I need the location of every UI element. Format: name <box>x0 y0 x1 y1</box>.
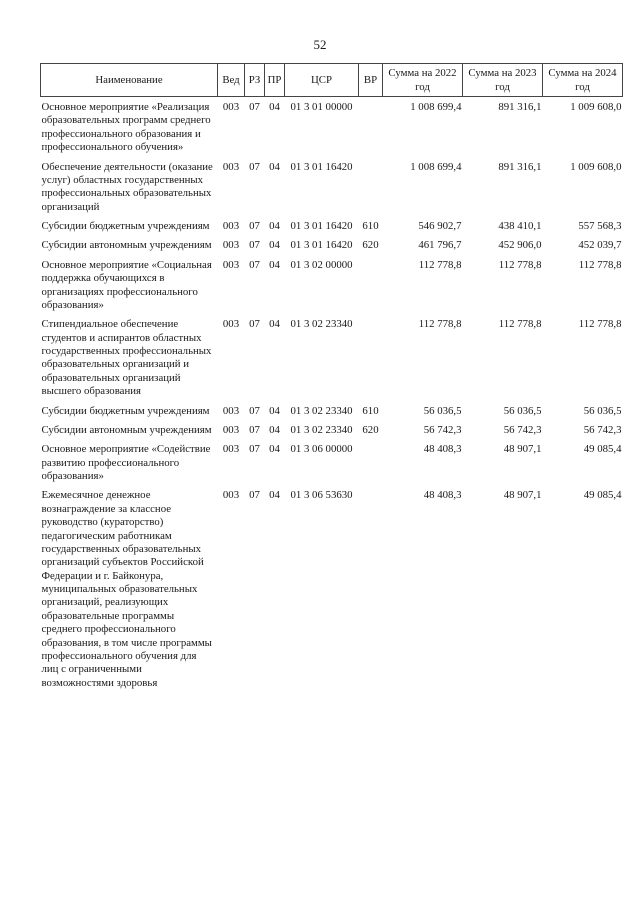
cell-csr: 01 3 02 00000 <box>290 258 353 271</box>
cell-rz: 07 <box>249 423 260 436</box>
cell-sum-2023: 56 742,3 <box>503 423 542 436</box>
cell-csr: 01 3 01 16420 <box>290 160 353 173</box>
cell-csr: 01 3 06 53630 <box>290 489 353 502</box>
cell-ved: 003 <box>222 443 240 456</box>
cell-sum-2022: 112 778,8 <box>418 258 462 271</box>
cell-pr: 04 <box>269 220 280 232</box>
cell-sum-2022: 112 778,8 <box>418 318 462 331</box>
cell-name: Основное мероприятие «Содействие развитию профессионального образования» <box>41 443 211 482</box>
cell-csr: 01 3 06 00000 <box>290 443 353 456</box>
cell-sum-2022: 48 408,3 <box>423 489 462 502</box>
cell-pr: 04 <box>269 404 280 417</box>
cell-sum-2024: 112 778,8 <box>578 318 622 331</box>
cell-name: Основное мероприятие «Реализация образовательных программ среднего профессионального образования и профессионального обучения» <box>41 101 211 154</box>
cell-sum-2023: 891 316,1 <box>498 160 542 173</box>
cell-csr: 01 3 01 00000 <box>290 101 353 113</box>
cell-vr: 620 <box>362 423 379 436</box>
cell-name: Субсидии бюджетным учреждениям <box>41 404 210 417</box>
header-sum-2024: Сумма на 2024 год <box>543 64 623 97</box>
table-row <box>41 403 623 422</box>
cell-sum-2024: 49 085,4 <box>583 443 622 456</box>
table-header <box>41 64 623 97</box>
table-row <box>41 159 623 219</box>
header-sum-2023: Сумма на 2023 год <box>463 64 543 97</box>
cell-pr: 04 <box>269 258 280 271</box>
cell-pr: 04 <box>269 101 280 113</box>
cell-name: Субсидии автономным учреждениям <box>41 423 212 436</box>
cell-rz: 07 <box>249 101 260 113</box>
cell-name: Субсидии бюджетным учреждениям <box>41 220 210 232</box>
cell-vr: 610 <box>362 220 379 232</box>
cell-pr: 04 <box>269 443 280 456</box>
cell-sum-2023: 452 906,0 <box>498 239 542 252</box>
cell-sum-2023: 438 410,1 <box>498 220 542 232</box>
cell-ved: 003 <box>222 423 240 436</box>
cell-sum-2024: 49 085,4 <box>583 489 622 502</box>
cell-pr: 04 <box>269 423 280 436</box>
cell-rz: 07 <box>249 318 260 331</box>
cell-pr: 04 <box>269 239 280 252</box>
cell-sum-2024: 557 568,3 <box>578 220 622 232</box>
header-sum-2022: Сумма на 2022 год <box>383 64 463 97</box>
cell-sum-2023: 891 316,1 <box>498 101 542 113</box>
table-row <box>41 487 623 694</box>
cell-sum-2024: 112 778,8 <box>578 258 622 271</box>
cell-sum-2022: 546 902,7 <box>418 220 462 232</box>
cell-sum-2022: 1 008 699,4 <box>410 160 462 173</box>
cell-vr: 610 <box>362 404 379 417</box>
cell-vr: 620 <box>362 239 379 252</box>
table-row <box>41 218 623 237</box>
cell-csr: 01 3 02 23340 <box>290 404 353 417</box>
table-row <box>41 316 623 402</box>
cell-pr: 04 <box>269 489 280 502</box>
cell-sum-2023: 48 907,1 <box>503 443 542 456</box>
table-row <box>41 441 623 487</box>
cell-ved: 003 <box>222 318 240 331</box>
cell-rz: 07 <box>249 258 260 271</box>
cell-sum-2023: 112 778,8 <box>498 258 542 271</box>
cell-vr <box>359 316 383 402</box>
cell-name: Субсидии автономным учреждениям <box>41 239 212 252</box>
table-row <box>41 97 623 159</box>
table-row <box>41 237 623 256</box>
cell-vr <box>359 441 383 487</box>
cell-name: Основное мероприятие «Социальная поддержка обучающихся в организациях профессионального образования» <box>41 258 212 311</box>
cell-rz: 07 <box>249 404 260 417</box>
cell-rz: 07 <box>249 239 260 252</box>
cell-sum-2022: 1 008 699,4 <box>410 101 462 113</box>
cell-pr: 04 <box>269 160 280 173</box>
table-body <box>41 97 623 695</box>
header-vr: ВР <box>359 64 383 97</box>
cell-sum-2023: 112 778,8 <box>498 318 542 331</box>
cell-vr <box>359 257 383 317</box>
header-csr: ЦСР <box>285 64 359 97</box>
cell-vr <box>359 97 383 159</box>
table-row <box>41 257 623 317</box>
cell-ved: 003 <box>222 220 240 232</box>
cell-sum-2022: 56 036,5 <box>423 404 462 417</box>
cell-ved: 003 <box>222 404 240 417</box>
cell-sum-2024: 56 742,3 <box>583 423 622 436</box>
cell-rz: 07 <box>249 443 260 456</box>
cell-csr: 01 3 01 16420 <box>290 239 353 252</box>
cell-csr: 01 3 02 23340 <box>290 423 353 436</box>
cell-ved: 003 <box>222 101 240 113</box>
cell-ved: 003 <box>222 160 240 173</box>
cell-pr: 04 <box>269 318 280 331</box>
cell-rz: 07 <box>249 220 260 232</box>
cell-name: Обеспечение деятельности (оказание услуг) областных государственных профессиональных образовательных организаций <box>41 160 213 213</box>
cell-name: Ежемесячное денежное вознаграждение за классное руководство (кураторство) педагогическим работникам государственных образовательных организаций субъектов Российской Федерации и г. Байконура, муниципальных образовательных организаций, реализующих образовательные программы среднего профессионального образования, в том числе программы профессионального обучения для лиц с ограниченными возможностями здоровья <box>41 489 212 689</box>
cell-sum-2024: 56 036,5 <box>583 404 622 417</box>
header-pr: ПР <box>265 64 285 97</box>
header-ved: Вед <box>218 64 245 97</box>
cell-sum-2022: 48 408,3 <box>423 443 462 456</box>
cell-csr: 01 3 01 16420 <box>290 220 353 232</box>
header-name: Наименование <box>41 64 218 97</box>
cell-sum-2024: 1 009 608,0 <box>570 101 622 113</box>
cell-sum-2022: 461 796,7 <box>418 239 462 252</box>
cell-sum-2024: 452 039,7 <box>578 239 622 252</box>
cell-sum-2023: 56 036,5 <box>503 404 542 417</box>
cell-csr: 01 3 02 23340 <box>290 318 353 331</box>
budget-table <box>40 63 623 694</box>
cell-sum-2022: 56 742,3 <box>423 423 462 436</box>
table-row <box>41 422 623 441</box>
cell-sum-2024: 1 009 608,0 <box>570 160 622 173</box>
cell-ved: 003 <box>222 258 240 271</box>
header-rz: РЗ <box>245 64 265 97</box>
cell-ved: 003 <box>222 239 240 252</box>
cell-ved: 003 <box>222 489 240 502</box>
cell-rz: 07 <box>249 160 260 173</box>
cell-name: Стипендиальное обеспечение студентов и аспирантов областных государственных профессиональных образовательных организаций и образовательных организаций высшего образования <box>41 318 212 398</box>
cell-sum-2023: 48 907,1 <box>503 489 542 502</box>
cell-vr <box>359 159 383 219</box>
cell-vr <box>359 487 383 694</box>
cell-rz: 07 <box>249 489 260 502</box>
page-number: 52 <box>313 37 327 52</box>
